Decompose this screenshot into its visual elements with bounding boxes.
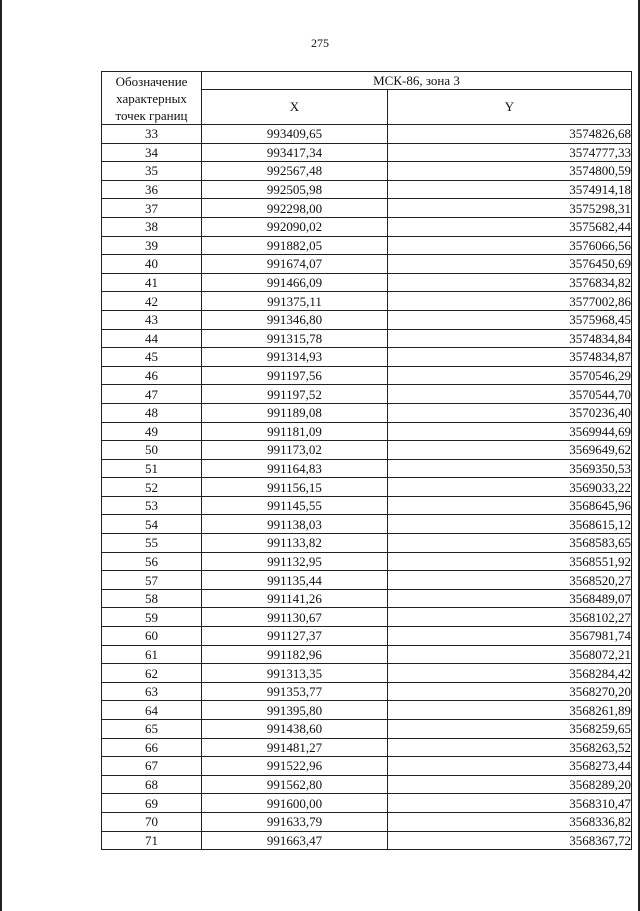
x-coordinate-cell: 991395,80 [202,701,388,720]
point-number-cell: 42 [102,292,202,311]
table-row [102,571,632,590]
x-coordinate-cell: 991346,80 [202,310,388,329]
y-coordinate-cell: 3569649,62 [388,441,632,460]
point-number-cell: 37 [102,199,202,218]
y-coordinate-cell: 3568273,44 [388,757,632,776]
point-number-cell: 64 [102,701,202,720]
x-coordinate-cell: 991674,07 [202,255,388,274]
y-coordinate-cell: 3576066,56 [388,236,632,255]
x-coordinate-cell: 991181,09 [202,422,388,441]
point-number-cell: 63 [102,682,202,701]
x-coordinate-cell: 991138,03 [202,515,388,534]
point-number-cell: 51 [102,459,202,478]
y-coordinate-cell: 3568261,89 [388,701,632,720]
y-coordinate-cell: 3568284,42 [388,664,632,683]
point-number-cell: 48 [102,403,202,422]
x-column-header: X [202,90,388,125]
point-number-cell: 71 [102,831,202,850]
x-coordinate-cell: 991353,77 [202,682,388,701]
y-coordinate-cell: 3568270,20 [388,682,632,701]
y-coordinate-cell: 3568102,27 [388,608,632,627]
x-coordinate-cell: 993409,65 [202,125,388,144]
page-number: 275 [311,36,329,50]
point-number-cell: 54 [102,515,202,534]
point-number-cell: 38 [102,217,202,236]
x-coordinate-cell: 991438,60 [202,720,388,739]
point-number-cell: 49 [102,422,202,441]
y-coordinate-cell: 3574834,87 [388,348,632,367]
x-coordinate-cell: 992090,02 [202,217,388,236]
table-row [102,534,632,553]
point-number-cell: 62 [102,664,202,683]
y-coordinate-cell: 3570236,40 [388,403,632,422]
y-coordinate-cell: 3574800,59 [388,162,632,181]
point-number-cell: 44 [102,329,202,348]
point-number-cell: 59 [102,608,202,627]
point-number-cell: 57 [102,571,202,590]
designation-header: Обозначение характерных точек границ [102,72,202,125]
table-row [102,125,632,144]
table-row [102,589,632,608]
x-coordinate-cell: 992505,98 [202,180,388,199]
table-row [102,720,632,739]
x-coordinate-cell: 991141,26 [202,589,388,608]
x-coordinate-cell: 991315,78 [202,329,388,348]
x-coordinate-cell: 991633,79 [202,812,388,831]
point-number-cell: 70 [102,812,202,831]
table-row [102,496,632,515]
table-row [102,645,632,664]
table-row [102,292,632,311]
table-row [102,459,632,478]
point-number-cell: 69 [102,794,202,813]
point-number-cell: 60 [102,627,202,646]
x-coordinate-cell: 991189,08 [202,403,388,422]
table-row [102,366,632,385]
point-number-cell: 43 [102,310,202,329]
x-coordinate-cell: 991522,96 [202,757,388,776]
y-coordinate-cell: 3577002,86 [388,292,632,311]
point-number-cell: 68 [102,775,202,794]
point-number-cell: 55 [102,534,202,553]
y-coordinate-cell: 3569033,22 [388,478,632,497]
x-coordinate-cell: 991562,80 [202,775,388,794]
coordinates-table [101,71,632,850]
x-coordinate-cell: 991313,35 [202,664,388,683]
x-coordinate-cell: 991156,15 [202,478,388,497]
table-row [102,831,632,850]
point-number-cell: 61 [102,645,202,664]
table-row [102,682,632,701]
y-coordinate-cell: 3574834,84 [388,329,632,348]
y-coordinate-cell: 3570546,29 [388,366,632,385]
point-number-cell: 33 [102,125,202,144]
y-coordinate-cell: 3568289,20 [388,775,632,794]
y-coordinate-cell: 3568615,12 [388,515,632,534]
x-coordinate-cell: 991132,95 [202,552,388,571]
point-number-cell: 50 [102,441,202,460]
x-coordinate-cell: 991182,96 [202,645,388,664]
x-coordinate-cell: 991130,67 [202,608,388,627]
table-row [102,627,632,646]
table-row [102,794,632,813]
y-coordinate-cell: 3569944,69 [388,422,632,441]
y-coordinate-cell: 3574826,68 [388,125,632,144]
x-coordinate-cell: 991663,47 [202,831,388,850]
y-coordinate-cell: 3568645,96 [388,496,632,515]
table-row [102,552,632,571]
y-coordinate-cell: 3576834,82 [388,273,632,292]
x-coordinate-cell: 991133,82 [202,534,388,553]
table-row [102,478,632,497]
y-coordinate-cell: 3575968,45 [388,310,632,329]
y-coordinate-cell: 3570544,70 [388,385,632,404]
table-row [102,180,632,199]
x-coordinate-cell: 991145,55 [202,496,388,515]
x-coordinate-cell: 991173,02 [202,441,388,460]
y-coordinate-cell: 3568489,07 [388,589,632,608]
y-coordinate-cell: 3574777,33 [388,143,632,162]
x-coordinate-cell: 992298,00 [202,199,388,218]
y-coordinate-cell: 3568310,47 [388,794,632,813]
table-row [102,757,632,776]
point-number-cell: 52 [102,478,202,497]
y-coordinate-cell: 3576450,69 [388,255,632,274]
x-coordinate-cell: 991127,37 [202,627,388,646]
table-row [102,775,632,794]
table-row [102,403,632,422]
y-coordinate-cell: 3568583,65 [388,534,632,553]
table-row [102,199,632,218]
x-coordinate-cell: 991466,09 [202,273,388,292]
point-number-cell: 41 [102,273,202,292]
x-coordinate-cell: 993417,34 [202,143,388,162]
y-coordinate-cell: 3575298,31 [388,199,632,218]
point-number-cell: 56 [102,552,202,571]
x-coordinate-cell: 991135,44 [202,571,388,590]
table-row [102,515,632,534]
y-coordinate-cell: 3575682,44 [388,217,632,236]
table-row [102,738,632,757]
table-row [102,217,632,236]
point-number-cell: 67 [102,757,202,776]
x-coordinate-cell: 991197,52 [202,385,388,404]
table-row [102,236,632,255]
point-number-cell: 47 [102,385,202,404]
x-coordinate-cell: 991882,05 [202,236,388,255]
table-row [102,348,632,367]
y-coordinate-cell: 3568336,82 [388,812,632,831]
point-number-cell: 39 [102,236,202,255]
table-row [102,310,632,329]
y-coordinate-cell: 3568263,52 [388,738,632,757]
point-number-cell: 40 [102,255,202,274]
x-coordinate-cell: 991481,27 [202,738,388,757]
x-coordinate-cell: 991600,00 [202,794,388,813]
coordinate-system-header: МСК-86, зона 3 [202,72,632,90]
point-number-cell: 66 [102,738,202,757]
x-coordinate-cell: 991164,83 [202,459,388,478]
point-number-cell: 65 [102,720,202,739]
table-row [102,812,632,831]
x-coordinate-cell: 991375,11 [202,292,388,311]
table-row [102,664,632,683]
point-number-cell: 46 [102,366,202,385]
table-body [102,125,632,850]
point-number-cell: 58 [102,589,202,608]
table-row [102,143,632,162]
y-coordinate-cell: 3568259,65 [388,720,632,739]
y-coordinate-cell: 3568072,21 [388,645,632,664]
point-number-cell: 45 [102,348,202,367]
table-row [102,273,632,292]
table-row [102,608,632,627]
table-row [102,255,632,274]
table-row [102,422,632,441]
point-number-cell: 34 [102,143,202,162]
y-coordinate-cell: 3568551,92 [388,552,632,571]
y-coordinate-cell: 3568367,72 [388,831,632,850]
table-row [102,701,632,720]
y-coordinate-cell: 3568520,27 [388,571,632,590]
y-coordinate-cell: 3567981,74 [388,627,632,646]
table-row [102,162,632,181]
x-coordinate-cell: 991314,93 [202,348,388,367]
point-number-cell: 53 [102,496,202,515]
y-coordinate-cell: 3569350,53 [388,459,632,478]
x-coordinate-cell: 992567,48 [202,162,388,181]
x-coordinate-cell: 991197,56 [202,366,388,385]
table-row [102,329,632,348]
table-row [102,385,632,404]
y-column-header: Y [388,90,632,125]
y-coordinate-cell: 3574914,18 [388,180,632,199]
point-number-cell: 35 [102,162,202,181]
point-number-cell: 36 [102,180,202,199]
table-row [102,441,632,460]
